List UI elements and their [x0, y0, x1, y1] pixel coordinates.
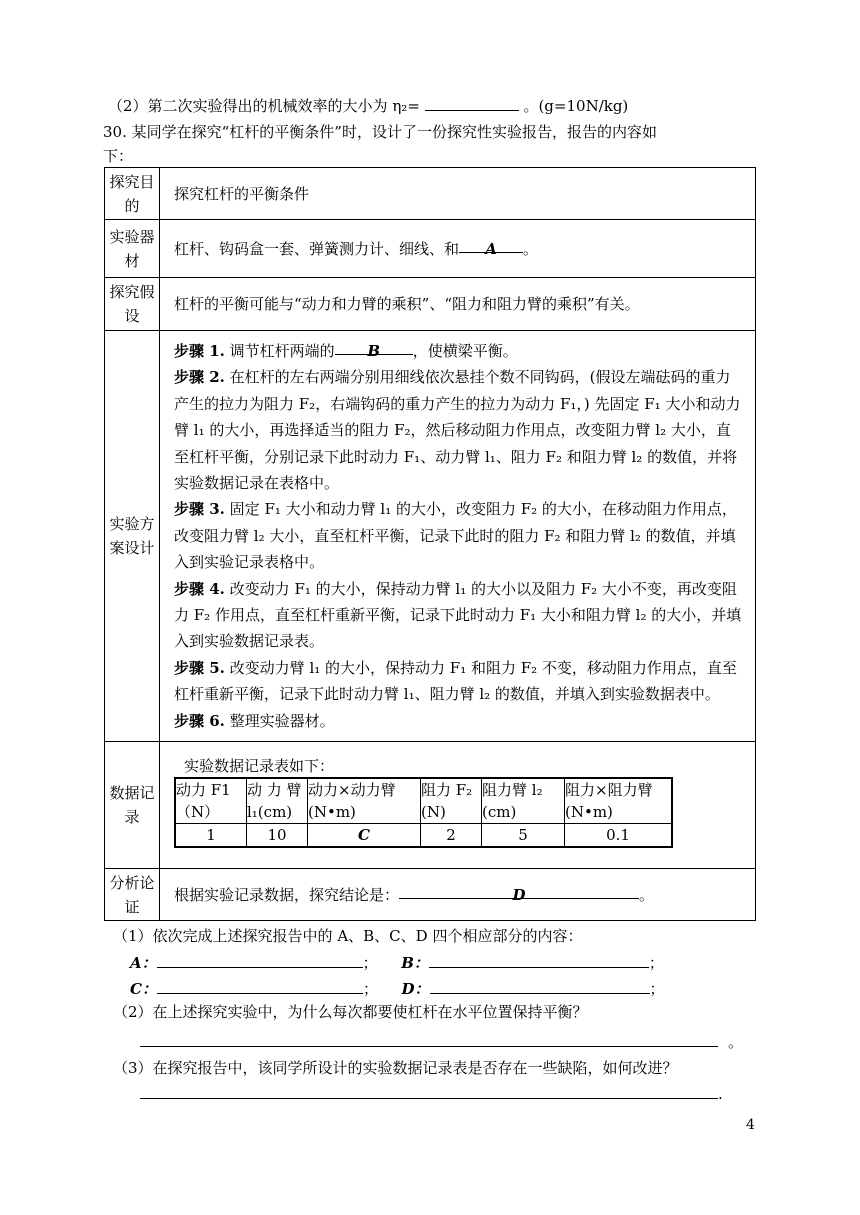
page-number: 4 — [746, 1117, 755, 1133]
cell-f1: 1 — [175, 823, 247, 847]
report-row-analysis — [105, 869, 756, 921]
question-30-line1: 30. 某同学在探究“杠杆的平衡条件”时，设计了一份探究性实验报告，报告的内容如 — [103, 123, 657, 141]
report-row-record — [105, 742, 756, 869]
answer-blank-a[interactable] — [157, 951, 363, 968]
data-table-header — [175, 778, 672, 824]
sub-question-3: （3）在探究报告中，该同学所设计的实验数据记录表是否存在一些缺陷，如何改进？ — [113, 1059, 678, 1077]
experiment-report-table — [104, 167, 756, 921]
step-1: 步骤 1. 调节杠杆两端的 B ，使横梁平衡。 — [174, 338, 745, 364]
analysis-content: 根据实验记录数据，探究结论是： D 。 — [160, 869, 756, 921]
record-label: 数据记录 — [105, 742, 160, 869]
equipment-label: 实验器材 — [105, 220, 160, 278]
answer-blank-eta2[interactable] — [425, 94, 519, 111]
design-content — [160, 331, 756, 742]
purpose-label: 探究目的 — [105, 168, 160, 220]
blank-d[interactable]: D — [399, 882, 639, 899]
question-30-line2: 下： — [103, 147, 134, 165]
report-row-design — [105, 331, 756, 742]
equipment-content: 杠杆、钩码盒一套、弹簧测力计、细线、和 A 。 — [160, 220, 756, 278]
blank-a[interactable]: A — [459, 236, 523, 253]
design-label: 实验方案设计 — [105, 331, 160, 742]
hypothesis-content: 杠杆的平衡可能与“动力和力臂的乘积”、“阻力和阻力臂的乘积”有关。 — [160, 278, 756, 331]
step-5: 步骤 5. 改变动力臂 l₁ 的大小，保持动力 F₁ 和阻力 F₂ 不变，移动阻力作用点，直至杠杆重新平衡，记录下此时动力臂 l₁、阻力臂 l₂ 的数值，并填入到实验数据表中。 — [174, 658, 737, 704]
sub-question-1: （1）依次完成上述探究报告中的 A、B、C、D 四个相应部分的内容： — [113, 927, 583, 945]
step-3: 步骤 3. 固定 F₁ 大小和动力臂 l₁ 的大小，改变阻力 F₂ 的大小，在移动阻力作用点，改变阻力臂 l₂ 大小，直至杠杆平衡，记录下此时的阻力 F₂ 和阻力臂 l₂ 的数值，并填入到实验记录表格中。 — [174, 500, 737, 572]
answer-line-q3: . — [140, 1082, 723, 1105]
step-4: 步骤 4. 改变动力 F₁ 的大小，保持动力臂 l₁ 的大小以及阻力 F₂ 大小不变，再改变阻力 F₂ 作用点，直至杠杆重新平衡，记录下此时动力 F₁ 大小和阻力臂 l₂ 的大小，并填入到实验数据记录表。 — [174, 579, 742, 651]
header-f2: 阻力 F₂ (N) — [421, 778, 482, 824]
previous-question-line: （2）第二次实验得出的机械效率的大小为 η₂= 。(g=10N/kg) — [108, 94, 628, 117]
header-l2: 阻力臂 l₂ (cm) — [482, 778, 565, 824]
report-row-purpose — [105, 168, 756, 220]
cell-l1: 10 — [247, 823, 308, 847]
answer-blank-c[interactable] — [157, 977, 363, 994]
cell-f2l2: 0.1 — [565, 823, 673, 847]
record-content — [160, 742, 756, 869]
record-caption: 实验数据记录表如下： — [184, 756, 335, 775]
answer-blank-q3[interactable] — [140, 1082, 718, 1099]
answer-line-ab: A： ； B： ； — [130, 951, 664, 974]
blank-b[interactable]: B — [335, 338, 413, 355]
header-f1l1: 动力×动力臂(N•m) — [308, 778, 421, 824]
cell-c[interactable]: C — [308, 823, 421, 847]
answer-blank-d[interactable] — [430, 977, 650, 994]
report-row-equipment — [105, 220, 756, 278]
header-f2l2: 阻力×阻力臂 (N•m) — [565, 778, 673, 824]
answer-line-cd: C： ； D： ； — [130, 977, 665, 1000]
analysis-label: 分析论证 — [105, 869, 160, 921]
sub-question-2: （2）在上述探究实验中，为什么每次都要使杠杆在水平位置保持平衡？ — [113, 1003, 588, 1021]
data-table-row — [175, 823, 672, 847]
hypothesis-label: 探究假设 — [105, 278, 160, 331]
report-row-hypothesis — [105, 278, 756, 331]
cell-l2: 5 — [482, 823, 565, 847]
header-f1: 动力 F1（N） — [175, 778, 247, 824]
step-6: 步骤 6. 整理实验器材。 — [174, 711, 335, 730]
answer-line-q2: 。 — [140, 1030, 743, 1053]
answer-blank-b[interactable] — [429, 951, 649, 968]
header-l1: 动 力 臂 l₁(cm) — [247, 778, 308, 824]
purpose-content: 探究杠杆的平衡条件 — [160, 168, 756, 220]
step-2: 步骤 2. 在杠杆的左右两端分别用细线依次悬挂个数不同钩码，(假设左端砝码的重力产生的拉力为阻力 F₂，右端钩码的重力产生的拉力为动力 F₁，) 先固定 F₁ 大小和动力臂 l₁ 的大小，再选择适当的阻力 F₂，然后移动阻力作用点，改变阻力臂 l₂ 大小，直至杠杆平衡，分别记录下此时动力 F₁、动力臂 l₁、阻力 F₂ 和阻力臂 l₂ 的数值，并将实验数据记录在表格中。 — [174, 368, 741, 492]
answer-blank-q2[interactable] — [140, 1030, 718, 1047]
data-record-table — [174, 777, 673, 848]
cell-f2: 2 — [421, 823, 482, 847]
